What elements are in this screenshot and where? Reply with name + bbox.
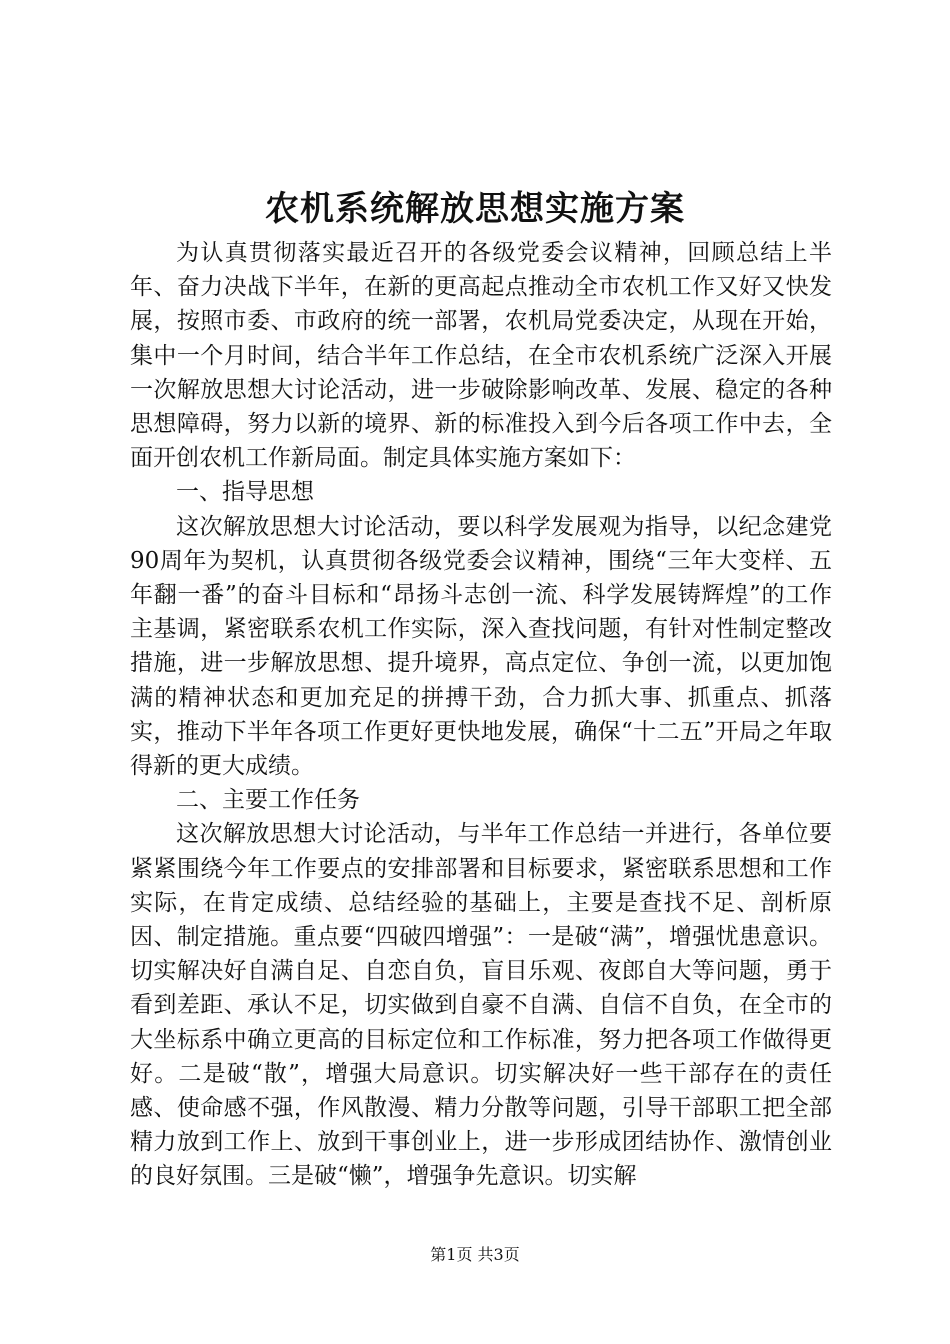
intro-paragraph: 为认真贯彻落实最近召开的各级党委会议精神，回顾总结上半年、奋力决战下半年，在新的更高起点推动全市农机工作又好又快发展，按照市委、市政府的统一部署，农机局党委决定，从现在开始，集中一个月时间，结合半年工作总结，在全市农机系统广泛深入开展一次解放思想大讨论活动，进一步破除影响改革、发展、稳定的各种思想障碍，努力以新的境界、新的标准投入到今后各项工作中去，全面开创农机工作新局面。制定具体实施方案如下： — [130, 240, 832, 472]
document-body — [130, 236, 832, 1194]
page-footer: 第1页 共3页 — [430, 1245, 520, 1264]
section-heading-guiding-ideology: 一、指导思想 — [176, 479, 314, 506]
guiding-ideology-paragraph: 这次解放思想大讨论活动，要以科学发展观为指导，以纪念建党90周年为契机，认真贯彻各级党委会议精神，围绕“三年大变样、五年翻一番”的奋斗目标和“昂扬斗志创一流、科学发展铸辉煌”的工作主基调，紧密联系农机工作实际，深入查找问题，有针对性制定整改措施，进一步解放思想、提升境界，高点定位、争创一流，以更加饱满的精神状态和更加充足的拼搏干劲，合力抓大事、抓重点、抓落实，推动下半年各项工作更好更快地发展，确保“十二五”开局之年取得新的更大成绩。 — [130, 513, 832, 780]
main-tasks-paragraph: 这次解放思想大讨论活动，与半年工作总结一并进行，各单位要紧紧围绕今年工作要点的安排部署和目标要求，紧密联系思想和工作实际，在肯定成绩、总结经验的基础上，主要是查找不足、剖析原因、制定措施。重点要“四破四增强”：一是破“满”，增强忧患意识。切实解决好自满自足、自恋自负，盲目乐观、夜郎自大等问题，勇于看到差距、承认不足，切实做到自豪不自满、自信不自负，在全市的大坐标系中确立更高的目标定位和工作标准，努力把各项工作做得更好。二是破“散”，增强大局意识。切实解决好一些干部存在的责任感、使命感不强，作风散漫、精力分散等问题，引导干部职工把全部精力放到工作上、放到干事创业上，进一步形成团结协作、激情创业的良好氛围。三是破“懒”，增强争先意识。切实解 — [130, 821, 832, 1190]
section-heading-main-tasks: 二、主要工作任务 — [176, 787, 360, 814]
document-title: 农机系统解放思想实施方案 — [265, 189, 685, 229]
